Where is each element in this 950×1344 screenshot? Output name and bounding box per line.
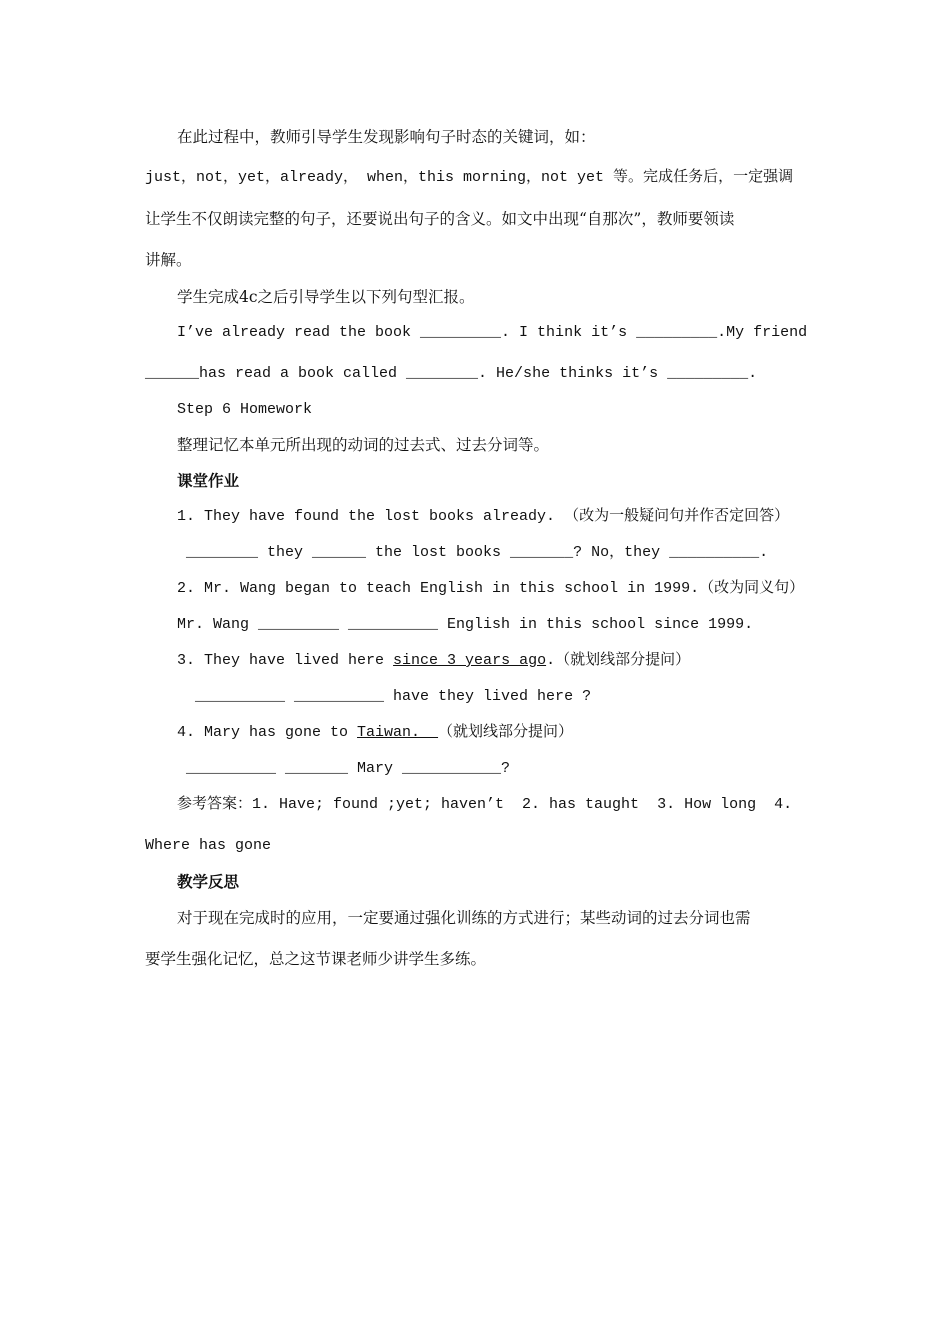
paragraph: 在此过程中，教师引导学生发现影响句子时态的关键词，如： <box>177 128 596 146</box>
question-3-instruction: .（就划线部分提问） <box>546 652 691 669</box>
question-4 <box>177 723 573 743</box>
paragraph: 让学生不仅朗读完整的句子，还要说出句子的含义。如文中出现“自那次”，教师要领读 <box>145 210 735 228</box>
question-1: 1. They have found the lost books already. （改为一般疑问句并作否定回答） <box>177 508 790 525</box>
question-3-underlined: since 3 years ago <box>393 652 547 669</box>
answer-key: 参考答案：1. Have; found ;yet; haven’t 2. has taught 3. How long 4. <box>177 796 793 813</box>
reflection-text: 要学生强化记忆，总之这节课老师少讲学生多练。 <box>145 950 487 968</box>
sentence-pattern: I’ve already read the book _________. I think it’s _________.My friend <box>177 324 808 341</box>
paragraph: 学生完成4c之后引导学生以下列句型汇报。 <box>177 288 475 306</box>
step-heading: Step 6 Homework <box>177 401 313 418</box>
reflection-text: 对于现在完成时的应用，一定要通过强化训练的方式进行；某些动词的过去分词也需 <box>177 909 751 927</box>
sentence-pattern: ______has read a book called ________. He/she thinks it’s _________. <box>145 365 758 382</box>
paragraph: 讲解。 <box>145 251 192 269</box>
question-1-blanks: ________ they ______ the lost books _______? No，they __________. <box>177 544 769 561</box>
question-2-blanks: Mr. Wang _________ __________ English in this school since 1999. <box>177 616 754 633</box>
reflection-heading: 教学反思 <box>177 873 240 891</box>
question-4-text: 4. Mary has gone to <box>177 724 358 741</box>
paragraph: 整理记忆本单元所出现的动词的过去式、过去分词等。 <box>177 436 550 454</box>
question-2: 2. Mr. Wang began to teach English in this school in 1999.（改为同义句） <box>177 580 805 597</box>
answer-key-continued: Where has gone <box>145 837 272 854</box>
question-4-blanks: __________ _______ Mary ___________? <box>177 760 511 777</box>
paragraph: just，not，yet，already， when，this morning，not yet 等。完成任务后，一定强调 <box>145 169 794 186</box>
question-4-instruction: （就划线部分提问） <box>438 724 574 741</box>
question-4-underlined: Taiwan. <box>357 724 439 741</box>
question-3-blanks: __________ __________ have they lived here ? <box>177 688 592 705</box>
question-3 <box>177 651 690 671</box>
classwork-heading: 课堂作业 <box>177 472 240 490</box>
question-3-text: 3. They have lived here <box>177 652 394 669</box>
